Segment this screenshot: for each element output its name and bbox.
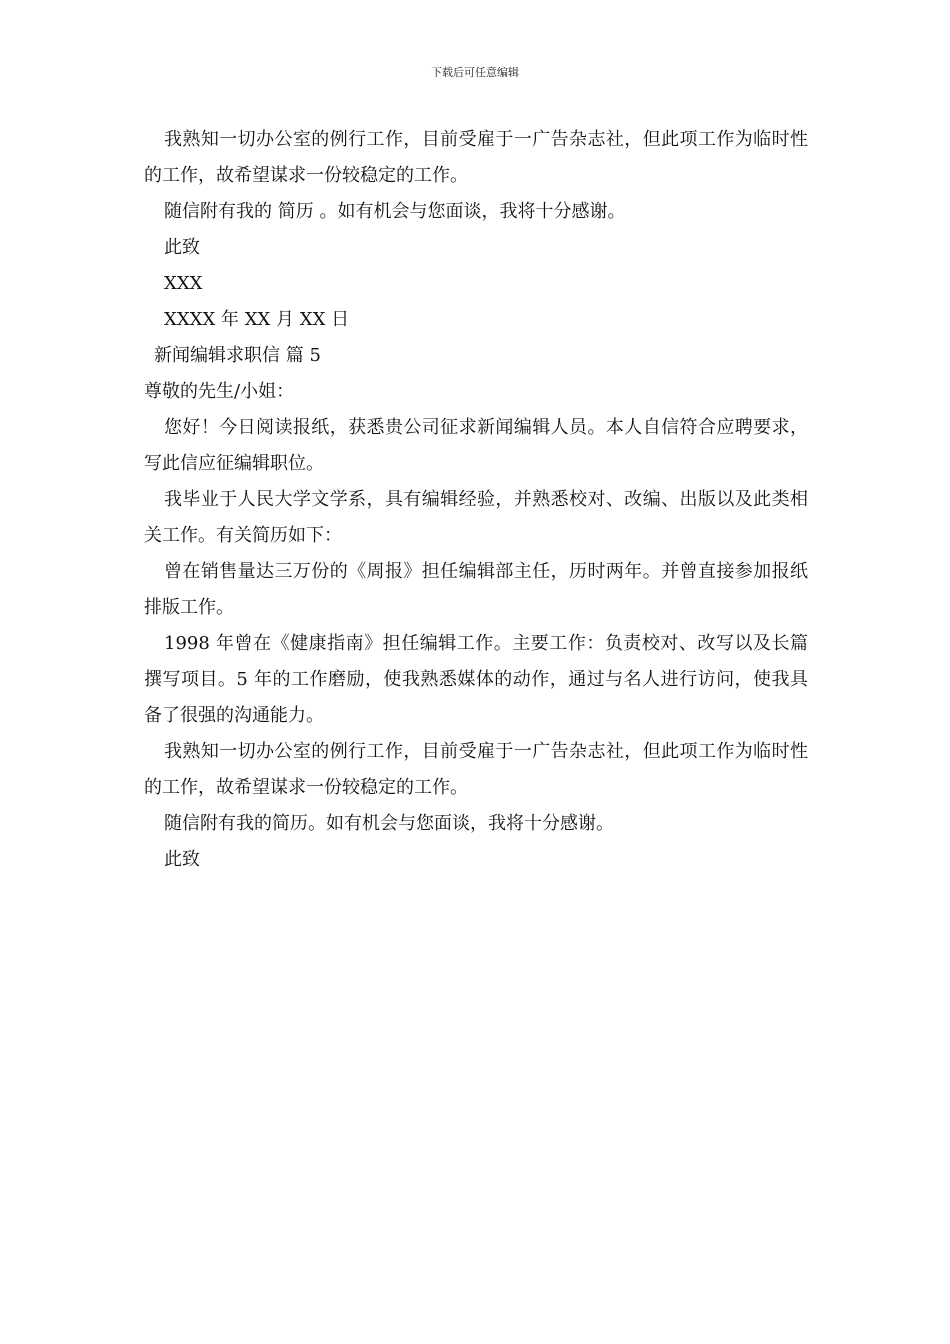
- signature-name: XXX: [164, 273, 203, 294]
- paragraph-resume-attached-2: 随信附有我的简历。如有机会与您面谈，我将十分感谢。: [164, 813, 614, 834]
- paragraph-education: 我毕业于人民大学文学系，具有编辑经验，并熟悉校对、改编、出版以及此类相关工作。有关简历如下：: [144, 489, 808, 546]
- closing-salutation-2: 此致: [164, 849, 200, 870]
- paragraph-office-work-1: 我熟知一切办公室的例行工作，目前受雇于一广告杂志社，但此项工作为临时性的工作，故希望谋求一份较稳定的工作。: [144, 129, 808, 186]
- document-body: [144, 122, 808, 878]
- section-title: 新闻编辑求职信 篇 5: [154, 345, 321, 366]
- greeting: 尊敬的先生/小姐：: [144, 381, 295, 402]
- paragraph-resume-attached-1: 随信附有我的 简历 。如有机会与您面谈，我将十分感谢。: [164, 201, 626, 222]
- page-header: 下载后可任意编辑: [431, 66, 519, 79]
- signature-date: XXXX 年 XX 月 XX 日: [164, 309, 350, 330]
- paragraph-intro: 您好！今日阅读报纸，获悉贵公司征求新闻编辑人员。本人自信符合应聘要求，写此信应征编辑职位。: [144, 417, 808, 474]
- closing-salutation-1: 此致: [164, 237, 200, 258]
- paragraph-health-guide-experience: 1998 年曾在《健康指南》担任编辑工作。主要工作：负责校对、改写以及长篇撰写项目。5 年的工作磨励，使我熟悉媒体的动作，通过与名人进行访问，使我具备了很强的沟通能力。: [144, 633, 808, 726]
- paragraph-office-work-2: 我熟知一切办公室的例行工作，目前受雇于一广告杂志社，但此项工作为临时性的工作，故希望谋求一份较稳定的工作。: [144, 741, 808, 798]
- paragraph-weekly-experience: 曾在销售量达三万份的《周报》担任编辑部主任，历时两年。并曾直接参加报纸排版工作。: [144, 561, 808, 618]
